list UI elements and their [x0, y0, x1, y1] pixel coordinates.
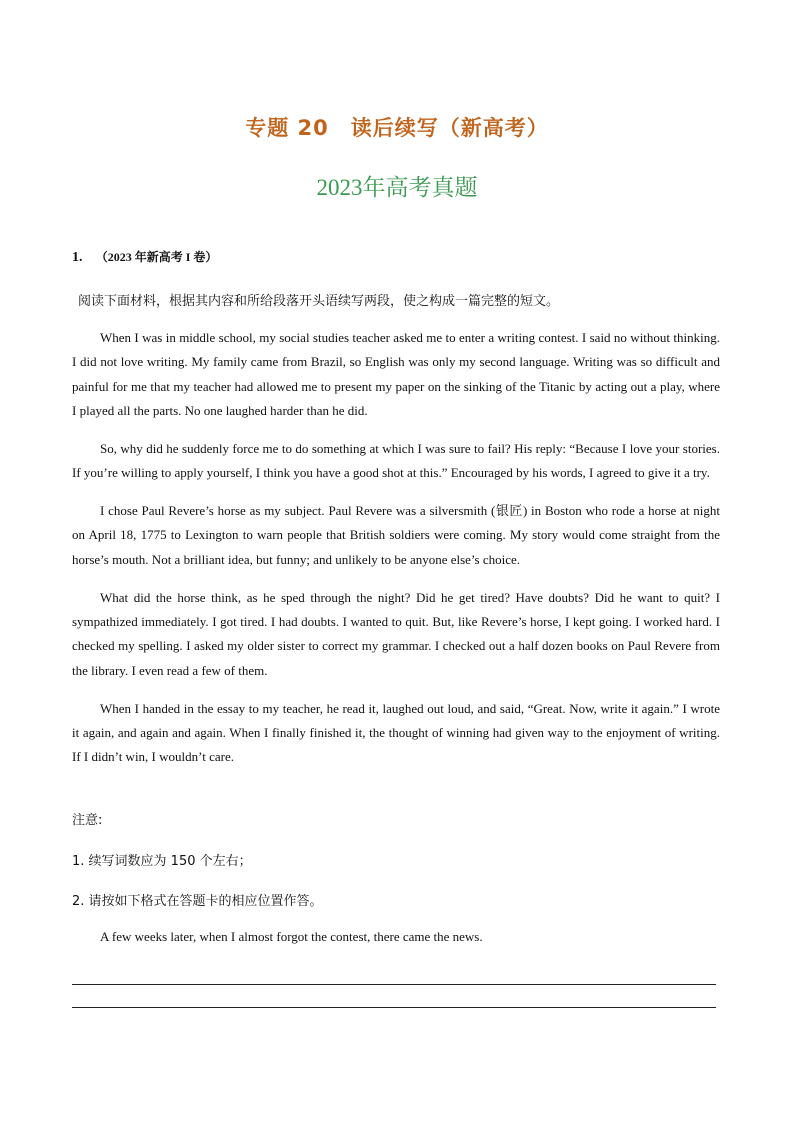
- passage-paragraph-5: When I handed in the essay to my teacher, he read it, laughed out loud, and said, “Great. Now, write it again.” I wrote it again, and again and again. When I finally finished it, the thought of winning had given way to the enjoyment of writing. If I didn’t win, I wouldn’t care.: [72, 700, 720, 765]
- answer-line: [72, 1007, 716, 1008]
- passage-paragraph-4: What did the horse think, as he sped through the night? Did he get tired? Have doubts? Did he want to quit? I sympathized immediately. I got tired. I had doubts. I wanted to quit. But, like Revere’s horse, I kept going. I worked hard. I checked my spelling. I asked my older sister to correct my grammar. I checked out a half dozen books on Paul Revere from the library. I even read a few of them.: [72, 589, 720, 678]
- page-subtitle: 2023年高考真题: [316, 175, 478, 200]
- page-title: 专题 20 读后续写（新高考）: [245, 116, 549, 140]
- notes-title: 注意:: [72, 813, 103, 828]
- passage-paragraph-2: So, why did he suddenly force me to do something at which I was sure to fail? His reply: “Because I love your stories. If you’re willing to apply yourself, I think you have a good shot at this.” Encouraged by his words, I agreed to give it a try.: [72, 440, 720, 481]
- passage-paragraph-3: I chose Paul Revere’s horse as my subject. Paul Revere was a silversmith (银匠) in Boston who rode a horse at night on April 18, 1775 to Lexington to warn people that British soldiers were coming. My story would come straight from the horse’s mouth. Not a brilliant idea, but funny; and unlikely to be anyone else’s choice.: [72, 503, 720, 567]
- question-source: （2023 年新高考 I 卷）: [95, 250, 218, 264]
- question-number: 1.: [72, 250, 83, 265]
- question-header: [72, 248, 217, 266]
- continuation-opening: A few weeks later, when I almost forgot the contest, there came the news.: [100, 929, 483, 944]
- note-item-word-count: 1. 续写词数应为 150 个左右；: [72, 854, 252, 869]
- passage-paragraph-1: When I was in middle school, my social studies teacher asked me to enter a writing contest. I said no without thinking. I did not love writing. My family came from Brazil, so English was only my second language. Writing was so difficult and painful for me that my teacher had allowed me to present my paper on the sinking of the Titanic by acting out a play, where I played all the parts. No one laughed harder than he did.: [72, 330, 720, 418]
- note-item-format: 2. 请按如下格式在答题卡的相应位置作答。: [72, 894, 323, 909]
- reading-passage: [72, 326, 720, 783]
- answer-line: [72, 984, 716, 985]
- question-instruction: 阅读下面材料，根据其内容和所给段落开头语续写两段，使之构成一篇完整的短文。: [78, 294, 560, 309]
